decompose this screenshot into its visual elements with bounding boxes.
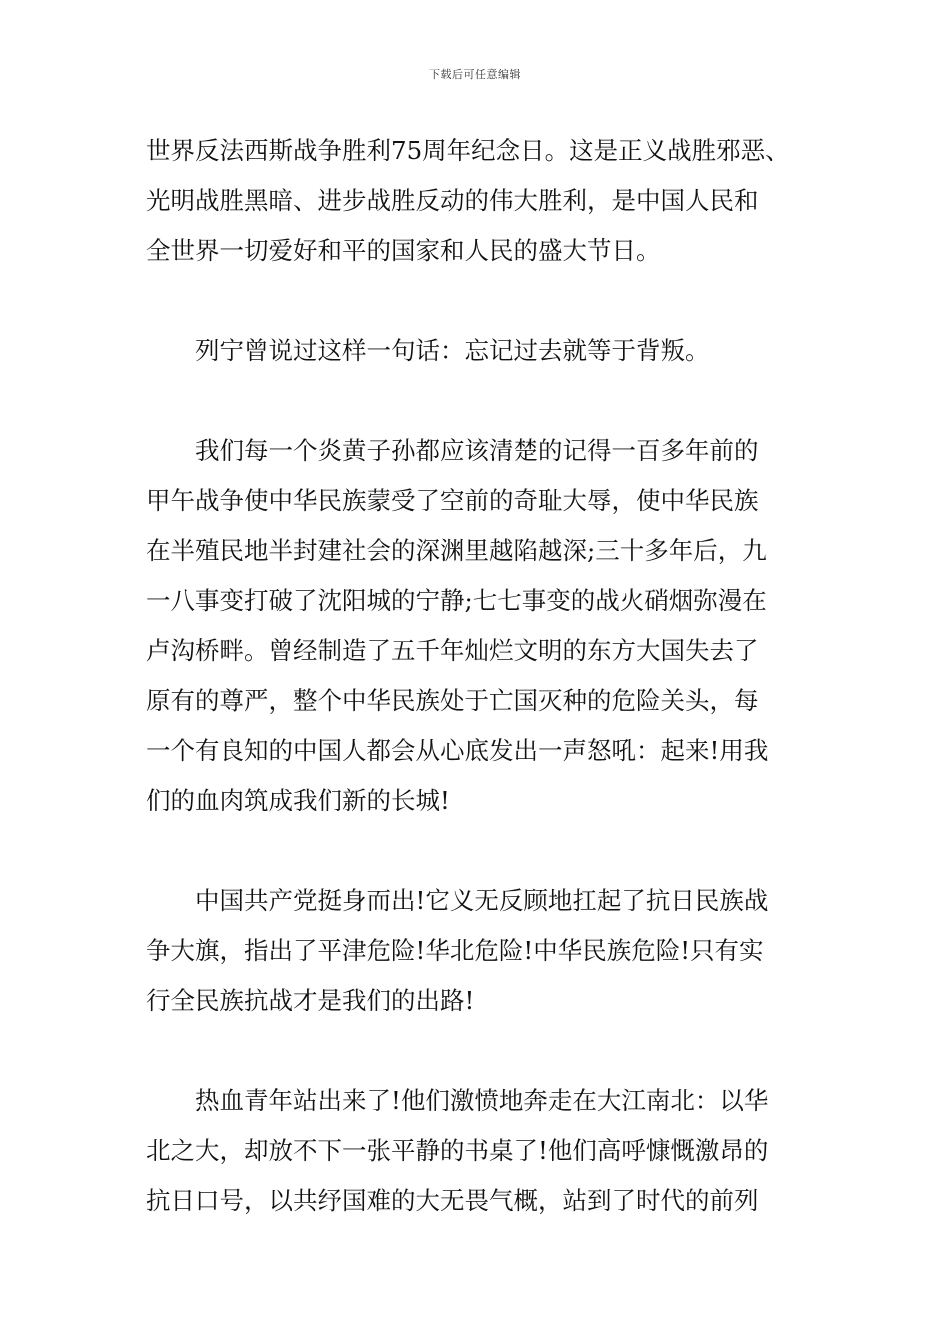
text-line: 原有的尊严，整个中华民族处于亡国灭种的危险关头，每 [146, 686, 759, 715]
text-line: 世界反法西斯战争胜利75周年纪念日。这是正义战胜邪恶、 [146, 136, 790, 165]
paragraph-1 [146, 126, 830, 276]
paragraph-spacer [146, 1026, 830, 1076]
text-line: 光明战胜黑暗、进步战胜反动的伟大胜利，是中国人民和 [146, 186, 759, 215]
text-line: 列宁曾说过这样一句话：忘记过去就等于背叛。 [146, 336, 710, 365]
text-line: 抗日口号，以共纾国难的大无畏气概，站到了时代的前列 [146, 1186, 759, 1215]
text-line: 甲午战争使中华民族蒙受了空前的奇耻大辱，使中华民族 [146, 486, 759, 515]
paragraph-spacer [146, 376, 830, 426]
paragraph-3 [146, 426, 830, 826]
text-line: 们的血肉筑成我们新的长城! [146, 786, 450, 815]
text-line: 热血青年站出来了!他们激愤地奔走在大江南北：以华 [146, 1086, 769, 1115]
document-body [146, 126, 830, 1226]
paragraph-5 [146, 1076, 830, 1226]
paragraph-spacer [146, 276, 830, 326]
text-line: 行全民族抗战才是我们的出路! [146, 986, 475, 1015]
page-header: 下载后可任意编辑 [429, 68, 521, 81]
paragraph-4 [146, 876, 830, 1026]
text-line: 卢沟桥畔。曾经制造了五千年灿烂文明的东方大国失去了 [146, 636, 759, 665]
text-line: 我们每一个炎黄子孙都应该清楚的记得一百多年前的 [146, 436, 759, 465]
text-line: 一八事变打破了沈阳城的宁静;七七事变的战火硝烟弥漫在 [146, 586, 767, 615]
paragraph-spacer [146, 826, 830, 876]
text-line: 北之大，却放不下一张平静的书桌了!他们高呼慷慨激昂的 [146, 1136, 769, 1165]
text-line: 中国共产党挺身而出!它义无反顾地扛起了抗日民族战 [146, 886, 769, 915]
text-line: 在半殖民地半封建社会的深渊里越陷越深;三十多年后，九 [146, 536, 767, 565]
text-line: 全世界一切爱好和平的国家和人民的盛大节日。 [146, 236, 661, 265]
text-line: 争大旗，指出了平津危险!华北危险!中华民族危险!只有实 [146, 936, 764, 965]
text-line: 一个有良知的中国人都会从心底发出一声怒吼：起来!用我 [146, 736, 769, 765]
paragraph-2 [146, 326, 830, 376]
